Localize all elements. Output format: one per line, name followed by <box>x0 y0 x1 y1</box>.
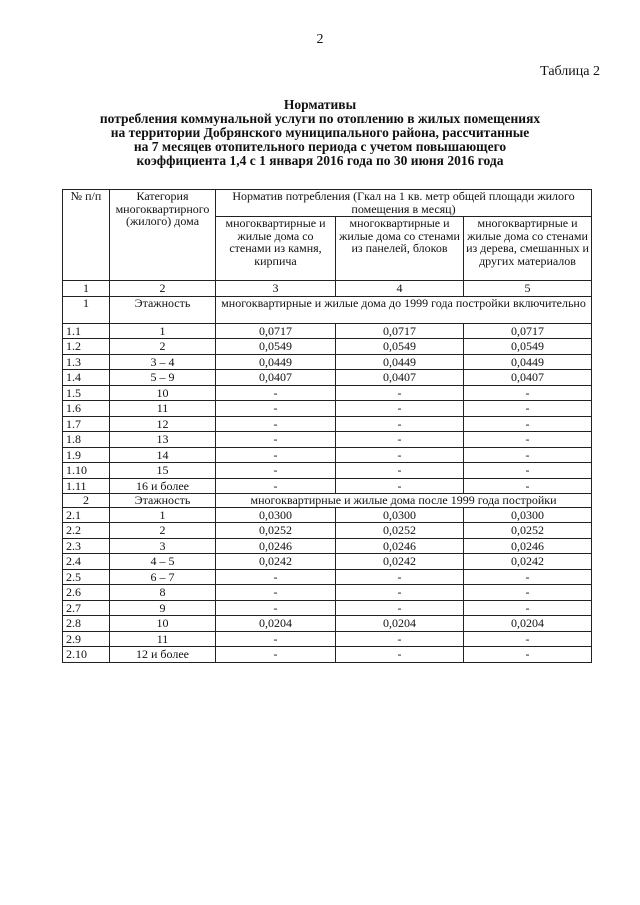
value-panel-block: 0,0242 <box>336 554 464 570</box>
row-number: 2.2 <box>63 523 110 539</box>
table-row <box>63 523 592 539</box>
row-category: 9 <box>110 600 216 616</box>
value-stone-brick: - <box>216 569 336 585</box>
section-2-row <box>63 494 592 508</box>
value-panel-block: 0,0549 <box>336 339 464 355</box>
value-stone-brick: 0,0717 <box>216 323 336 339</box>
row-category: 2 <box>110 339 216 355</box>
row-number: 2.7 <box>63 600 110 616</box>
value-stone-brick: - <box>216 401 336 417</box>
value-wood-mixed: - <box>464 401 592 417</box>
value-wood-mixed: - <box>464 416 592 432</box>
table-row <box>63 554 592 570</box>
row-category: 1 <box>110 323 216 339</box>
table-row <box>63 370 592 386</box>
col-number: 1 <box>63 281 110 297</box>
table-label: Таблица 2 <box>540 64 600 79</box>
section-label: Этажность <box>110 494 216 508</box>
table-row <box>63 432 592 448</box>
header-col4: многоквартирные и жилые дома со стенами из панелей, блоков <box>336 217 464 281</box>
table-row <box>63 647 592 663</box>
value-panel-block: 0,0449 <box>336 354 464 370</box>
section-title: многоквартирные и жилые дома до 1999 года постройки включительно <box>216 296 592 323</box>
value-panel-block: - <box>336 401 464 417</box>
value-stone-brick: 0,0449 <box>216 354 336 370</box>
value-wood-mixed: 0,0242 <box>464 554 592 570</box>
section-num: 2 <box>63 494 110 508</box>
table-row <box>63 631 592 647</box>
value-stone-brick: 0,0300 <box>216 507 336 523</box>
table-row <box>63 478 592 494</box>
table-row <box>63 600 592 616</box>
value-stone-brick: - <box>216 631 336 647</box>
table-row <box>63 401 592 417</box>
value-wood-mixed: - <box>464 647 592 663</box>
value-panel-block: 0,0204 <box>336 616 464 632</box>
value-wood-mixed: 0,0204 <box>464 616 592 632</box>
title-line-1: Нормативы <box>283 97 357 112</box>
value-wood-mixed: - <box>464 478 592 494</box>
table-row <box>63 354 592 370</box>
title-line-5: коэффициента 1,4 с 1 января 2016 года по 30 июня 2016 года <box>136 153 504 168</box>
value-panel-block: - <box>336 432 464 448</box>
value-panel-block: - <box>336 600 464 616</box>
row-number: 2.4 <box>63 554 110 570</box>
row-category: 12 и более <box>110 647 216 663</box>
value-wood-mixed: - <box>464 569 592 585</box>
value-panel-block: 0,0300 <box>336 507 464 523</box>
row-category: 4 – 5 <box>110 554 216 570</box>
row-number: 2.9 <box>63 631 110 647</box>
row-category: 14 <box>110 447 216 463</box>
row-category: 11 <box>110 401 216 417</box>
table-row <box>63 339 592 355</box>
value-stone-brick: 0,0242 <box>216 554 336 570</box>
value-stone-brick: - <box>216 385 336 401</box>
value-stone-brick: - <box>216 647 336 663</box>
row-category: 8 <box>110 585 216 601</box>
value-panel-block: - <box>336 416 464 432</box>
value-stone-brick: 0,0246 <box>216 538 336 554</box>
page-number: 2 <box>316 32 324 47</box>
col-number: 4 <box>336 281 464 297</box>
value-wood-mixed: 0,0549 <box>464 339 592 355</box>
value-panel-block: 0,0252 <box>336 523 464 539</box>
value-panel-block: - <box>336 463 464 479</box>
section-1-row <box>63 296 592 323</box>
value-panel-block: - <box>336 631 464 647</box>
header-col3: многоквартирные и жилые дома со стенами из камня, кирпича <box>216 217 336 281</box>
value-wood-mixed: 0,0407 <box>464 370 592 386</box>
value-panel-block: - <box>336 647 464 663</box>
section-label: Этажность <box>110 296 216 323</box>
document-title <box>60 98 580 168</box>
header-norm: Норматив потребления (Гкал на 1 кв. метр общей площади жилого помещения в месяц) <box>216 190 592 217</box>
table-row <box>63 507 592 523</box>
value-wood-mixed: - <box>464 463 592 479</box>
row-category: 15 <box>110 463 216 479</box>
value-panel-block: 0,0717 <box>336 323 464 339</box>
table-row <box>63 463 592 479</box>
row-number: 1.3 <box>63 354 110 370</box>
row-category: 3 – 4 <box>110 354 216 370</box>
row-number: 2.3 <box>63 538 110 554</box>
row-number: 2.1 <box>63 507 110 523</box>
value-stone-brick: - <box>216 478 336 494</box>
row-number: 1.9 <box>63 447 110 463</box>
col-number: 5 <box>464 281 592 297</box>
value-wood-mixed: 0,0449 <box>464 354 592 370</box>
row-number: 1.7 <box>63 416 110 432</box>
value-stone-brick: 0,0252 <box>216 523 336 539</box>
value-wood-mixed: - <box>464 631 592 647</box>
row-number: 1.2 <box>63 339 110 355</box>
row-number: 2.5 <box>63 569 110 585</box>
row-category: 10 <box>110 385 216 401</box>
header-col5: многоквартирные и жилые дома со стенами из дерева, смешанных и других материалов <box>464 217 592 281</box>
value-stone-brick: - <box>216 585 336 601</box>
col-number: 3 <box>216 281 336 297</box>
value-panel-block: 0,0246 <box>336 538 464 554</box>
value-panel-block: 0,0407 <box>336 370 464 386</box>
value-stone-brick: 0,0549 <box>216 339 336 355</box>
value-panel-block: - <box>336 569 464 585</box>
row-category: 13 <box>110 432 216 448</box>
value-panel-block: - <box>336 478 464 494</box>
title-line-2: потребления коммунальной услуги по отоплению в жилых помещениях <box>99 111 541 126</box>
value-stone-brick: - <box>216 463 336 479</box>
row-category: 12 <box>110 416 216 432</box>
table-row <box>63 585 592 601</box>
row-number: 1.10 <box>63 463 110 479</box>
value-wood-mixed: - <box>464 432 592 448</box>
row-number: 2.8 <box>63 616 110 632</box>
title-line-4: на 7 месяцев отопительного периода с учетом повышающего <box>133 139 507 154</box>
section-num: 1 <box>63 296 110 323</box>
section-title: многоквартирные и жилые дома после 1999 года постройки <box>216 494 592 508</box>
row-number: 1.11 <box>63 478 110 494</box>
value-wood-mixed: 0,0246 <box>464 538 592 554</box>
col-number: 2 <box>110 281 216 297</box>
table-row <box>63 323 592 339</box>
row-number: 1.6 <box>63 401 110 417</box>
title-line-3: на территории Добрянского муниципального района, рассчитанные <box>110 125 530 140</box>
norms-table <box>62 189 592 663</box>
value-wood-mixed: - <box>464 600 592 616</box>
value-wood-mixed: 0,0300 <box>464 507 592 523</box>
table-row <box>63 569 592 585</box>
value-wood-mixed: - <box>464 447 592 463</box>
value-wood-mixed: 0,0717 <box>464 323 592 339</box>
table-row <box>63 447 592 463</box>
row-number: 2.6 <box>63 585 110 601</box>
row-category: 16 и более <box>110 478 216 494</box>
row-category: 1 <box>110 507 216 523</box>
header-category: Категория многоквартирного (жилого) дома <box>110 190 216 281</box>
row-category: 3 <box>110 538 216 554</box>
value-wood-mixed: - <box>464 385 592 401</box>
row-number: 2.10 <box>63 647 110 663</box>
row-number: 1.8 <box>63 432 110 448</box>
table-row <box>63 385 592 401</box>
value-panel-block: - <box>336 385 464 401</box>
row-category: 2 <box>110 523 216 539</box>
row-number: 1.4 <box>63 370 110 386</box>
value-stone-brick: 0,0407 <box>216 370 336 386</box>
row-number: 1.1 <box>63 323 110 339</box>
header-num: № п/п <box>63 190 110 281</box>
value-stone-brick: - <box>216 432 336 448</box>
value-wood-mixed: - <box>464 585 592 601</box>
value-wood-mixed: 0,0252 <box>464 523 592 539</box>
value-stone-brick: 0,0204 <box>216 616 336 632</box>
row-number: 1.5 <box>63 385 110 401</box>
table-row <box>63 538 592 554</box>
row-category: 10 <box>110 616 216 632</box>
value-stone-brick: - <box>216 416 336 432</box>
row-category: 11 <box>110 631 216 647</box>
column-number-row <box>63 281 592 297</box>
value-panel-block: - <box>336 447 464 463</box>
row-category: 5 – 9 <box>110 370 216 386</box>
row-category: 6 – 7 <box>110 569 216 585</box>
table-row <box>63 616 592 632</box>
value-stone-brick: - <box>216 600 336 616</box>
table-row <box>63 416 592 432</box>
value-stone-brick: - <box>216 447 336 463</box>
value-panel-block: - <box>336 585 464 601</box>
